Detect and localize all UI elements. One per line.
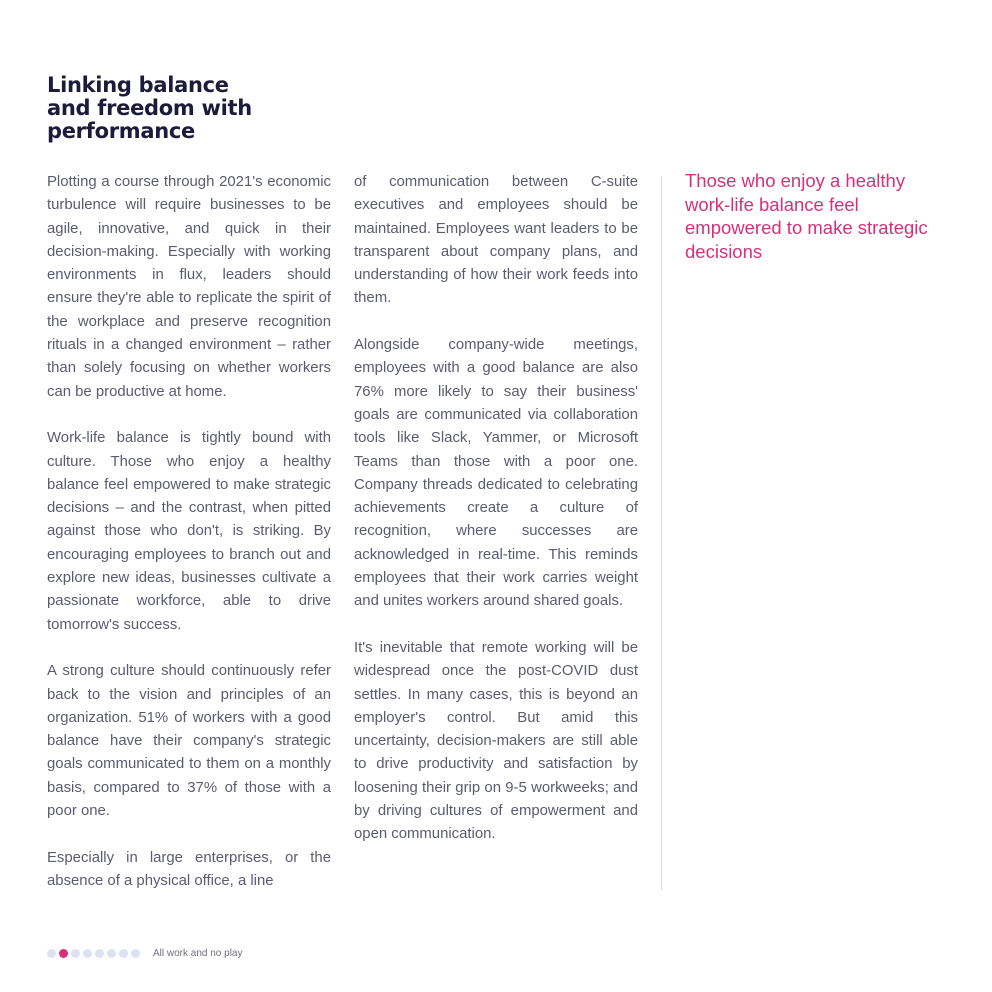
page-dot xyxy=(107,949,116,958)
page-title-line-1: Linking balance xyxy=(47,73,229,97)
body-paragraph: It's inevitable that remote working will be widespread once the post-COVID dust settles. In many cases, this is beyond an employer's control. But amid this uncertainty, decision-makers are still able to drive productivity and satisfaction by loosening their grip on 9-5 workweeks; and by driving cultures of empowerment and open communication. xyxy=(354,639,638,843)
page-dot xyxy=(131,949,140,958)
body-paragraph: Alongside company-wide meetings, employees with a good balance are also 76% more likely to say their business' goals are communicated via collaboration tools like Slack, Yammer, or Microsoft Teams than those with a poor one. Company threads dedicated to celebrating achievements create a culture of recognition, where successes are acknowledged in real-time. This reminds employees that their work carries weight and unites workers around shared goals. xyxy=(354,337,638,610)
page-dot xyxy=(83,949,92,958)
page-dot-current xyxy=(59,949,68,958)
body-paragraph: Work-life balance is tightly bound with culture. Those who enjoy a healthy balance feel empowered to make strategic decisions – and the contrast, when pitted against those who don't, is striking. By encouraging employees to branch out and explore new ideas, businesses cultivate a passionate workforce, able to drive tomorrow's success. xyxy=(47,430,331,633)
page-dot xyxy=(71,949,80,958)
page-title-line-3: performance xyxy=(47,119,195,143)
body-paragraph: of communication between C-suite executives and employees should be maintained. Employees want leaders to be transparent about company plans, and understanding of how their work feeds into them. xyxy=(354,174,638,307)
column-divider xyxy=(661,176,662,890)
body-paragraph: Especially in large enterprises, or the absence of a physical office, a line xyxy=(47,849,331,889)
page-footer xyxy=(47,946,243,960)
page-dot xyxy=(47,949,56,958)
page-dot xyxy=(95,949,104,958)
body-paragraph: Plotting a course through 2021's economic turbulence will require businesses to be agile, innovative, and quick in their decision-making. Especially with working environments in flux, leaders should ensure they're able to replicate the spirit of the workplace and preserve recognition rituals in a changed environment – rather than solely focusing on whether workers can be productive at home. xyxy=(47,174,331,400)
page-title-line-2: and freedom with xyxy=(47,96,252,120)
page-indicator xyxy=(47,949,140,958)
body-column-left xyxy=(47,171,331,893)
pull-quote: Those who enjoy a healthy work-life balance feel empowered to make strategic decisions xyxy=(685,170,928,262)
body-column-middle xyxy=(354,171,638,847)
page-title xyxy=(47,74,307,143)
page-dot xyxy=(119,949,128,958)
footer-section-label: All work and no play xyxy=(153,947,243,959)
body-paragraph: A strong culture should continuously refer back to the vision and principles of an organization. 51% of workers with a good balance have their company's strategic goals communicated to them on a monthly basis, compared to 37% of those with a poor one. xyxy=(47,663,331,820)
